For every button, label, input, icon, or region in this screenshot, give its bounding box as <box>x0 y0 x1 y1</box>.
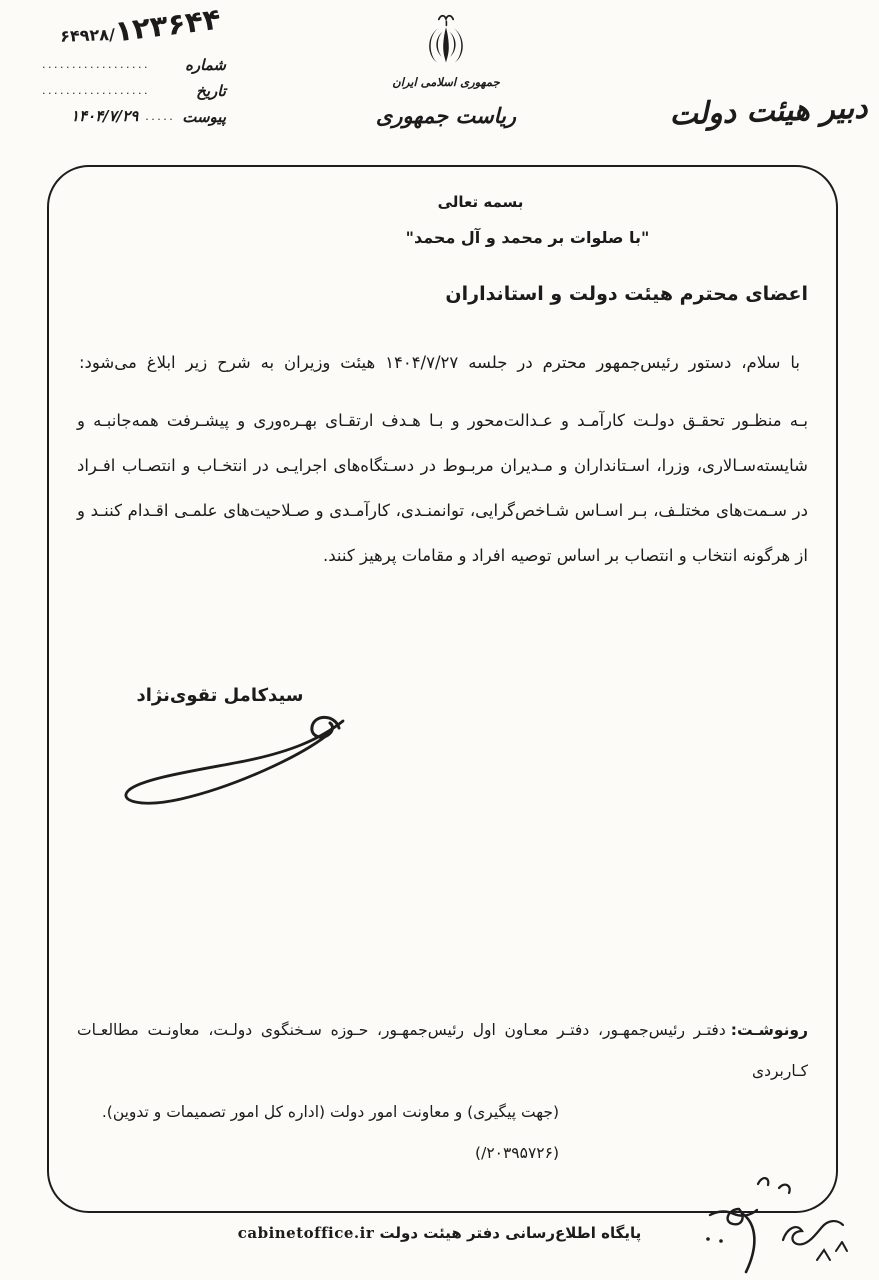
cc-label: رونوشـت: <box>730 1021 808 1039</box>
letterhead-center <box>366 12 526 128</box>
letter-frame <box>47 165 838 1213</box>
reference-fields <box>42 48 226 126</box>
cc-line-2: (جهت پیگیری) و معاونت امور دولت (اداره کل امور تصمیمات و تدوین).(۲۰۳۹۵۷۲۶/) <box>101 1103 559 1162</box>
reference-number <box>59 1 223 49</box>
reference-number-handwritten: ۱۲۳۶۴۴ <box>112 1 223 49</box>
iran-national-emblem-icon <box>422 12 470 70</box>
bismillah: بسمه تعالی <box>437 193 524 211</box>
signature-scribble <box>101 707 371 822</box>
cc-line-1 <box>77 1010 808 1092</box>
number-label: شماره <box>185 56 226 74</box>
footer-site-label: پایگاه اطلاع‌رسانی دفتر هیئت دولت <box>379 1224 642 1242</box>
salawat-quote: "با صلوات بر محمد و آل محمد" <box>405 228 650 247</box>
number-dotted-line: .................. <box>42 58 150 71</box>
number-field-row <box>42 48 226 74</box>
footer-site-url: cabinetoffice.ir <box>237 1224 375 1242</box>
date-label: تاریخ <box>196 82 226 100</box>
attachment-dotted-line: ..... <box>145 110 176 123</box>
signer-name: سیدکامل تقوی‌نژاد <box>136 685 304 706</box>
attachment-label: پیوست <box>182 108 226 126</box>
body-line-2: شایسته‌سـالاری، وزرا، اسـتانداران و مـدیران مربـوط در دسـتگاه‌های اجرایـی در انتخـاب و انتصـاب افـراد <box>77 456 808 475</box>
office-name: ریاست جمهوری <box>375 104 517 128</box>
handwritten-annotation <box>686 1138 879 1280</box>
addressee-heading: اعضای محترم هیئت دولت و استانداران <box>445 283 808 305</box>
date-field-row <box>42 74 226 100</box>
body-line-3: در سـمت‌های مختلـف، بـر اسـاس شـاخص‌گرایی، توانمنـدی، کارآمـدی و صـلاحیت‌های علمـی اقـدام کننـد و <box>77 501 808 520</box>
reference-number-prefix: ۶۴۹۲۸/ <box>59 24 116 46</box>
body-line-4: از هرگونه انتخاب و انتصاب بر اساس توصیه افراد و مقامات پرهیز کنند. <box>323 546 808 565</box>
body-paragraph <box>77 398 808 578</box>
date-dotted-line: .................. <box>42 84 150 97</box>
attachment-field-row <box>42 100 226 126</box>
letterhead-calligraphy: دبیر هیئت دولت <box>668 90 869 133</box>
cc-text-1: دفتـر رئیس‌جمهـور، دفتـر معـاون اول رئیس‌جمهـور، حـوزه سـخنگوی دولـت، معاونـت مطالعـات کـاربردی <box>77 1021 808 1080</box>
body-line-1: بـه منظـور تحقـق دولـت کارآمـد و عـدالت‌محور و بـا هـدف ارتقـای بهـره‌وری و پیشـرفت همه‌جانبـه و <box>77 411 808 430</box>
country-name: جمهوری اسلامی ایران <box>392 75 500 89</box>
attachment-date-handwritten: ۱۴۰۴/۷/۲۹ <box>70 107 139 125</box>
intro-line: با سلام، دستور رئیس‌جمهور محترم در جلسه ۱۴۰۴/۷/۲۷ هیئت وزیران به شرح زیر ابلاغ می‌شود: <box>79 353 800 372</box>
